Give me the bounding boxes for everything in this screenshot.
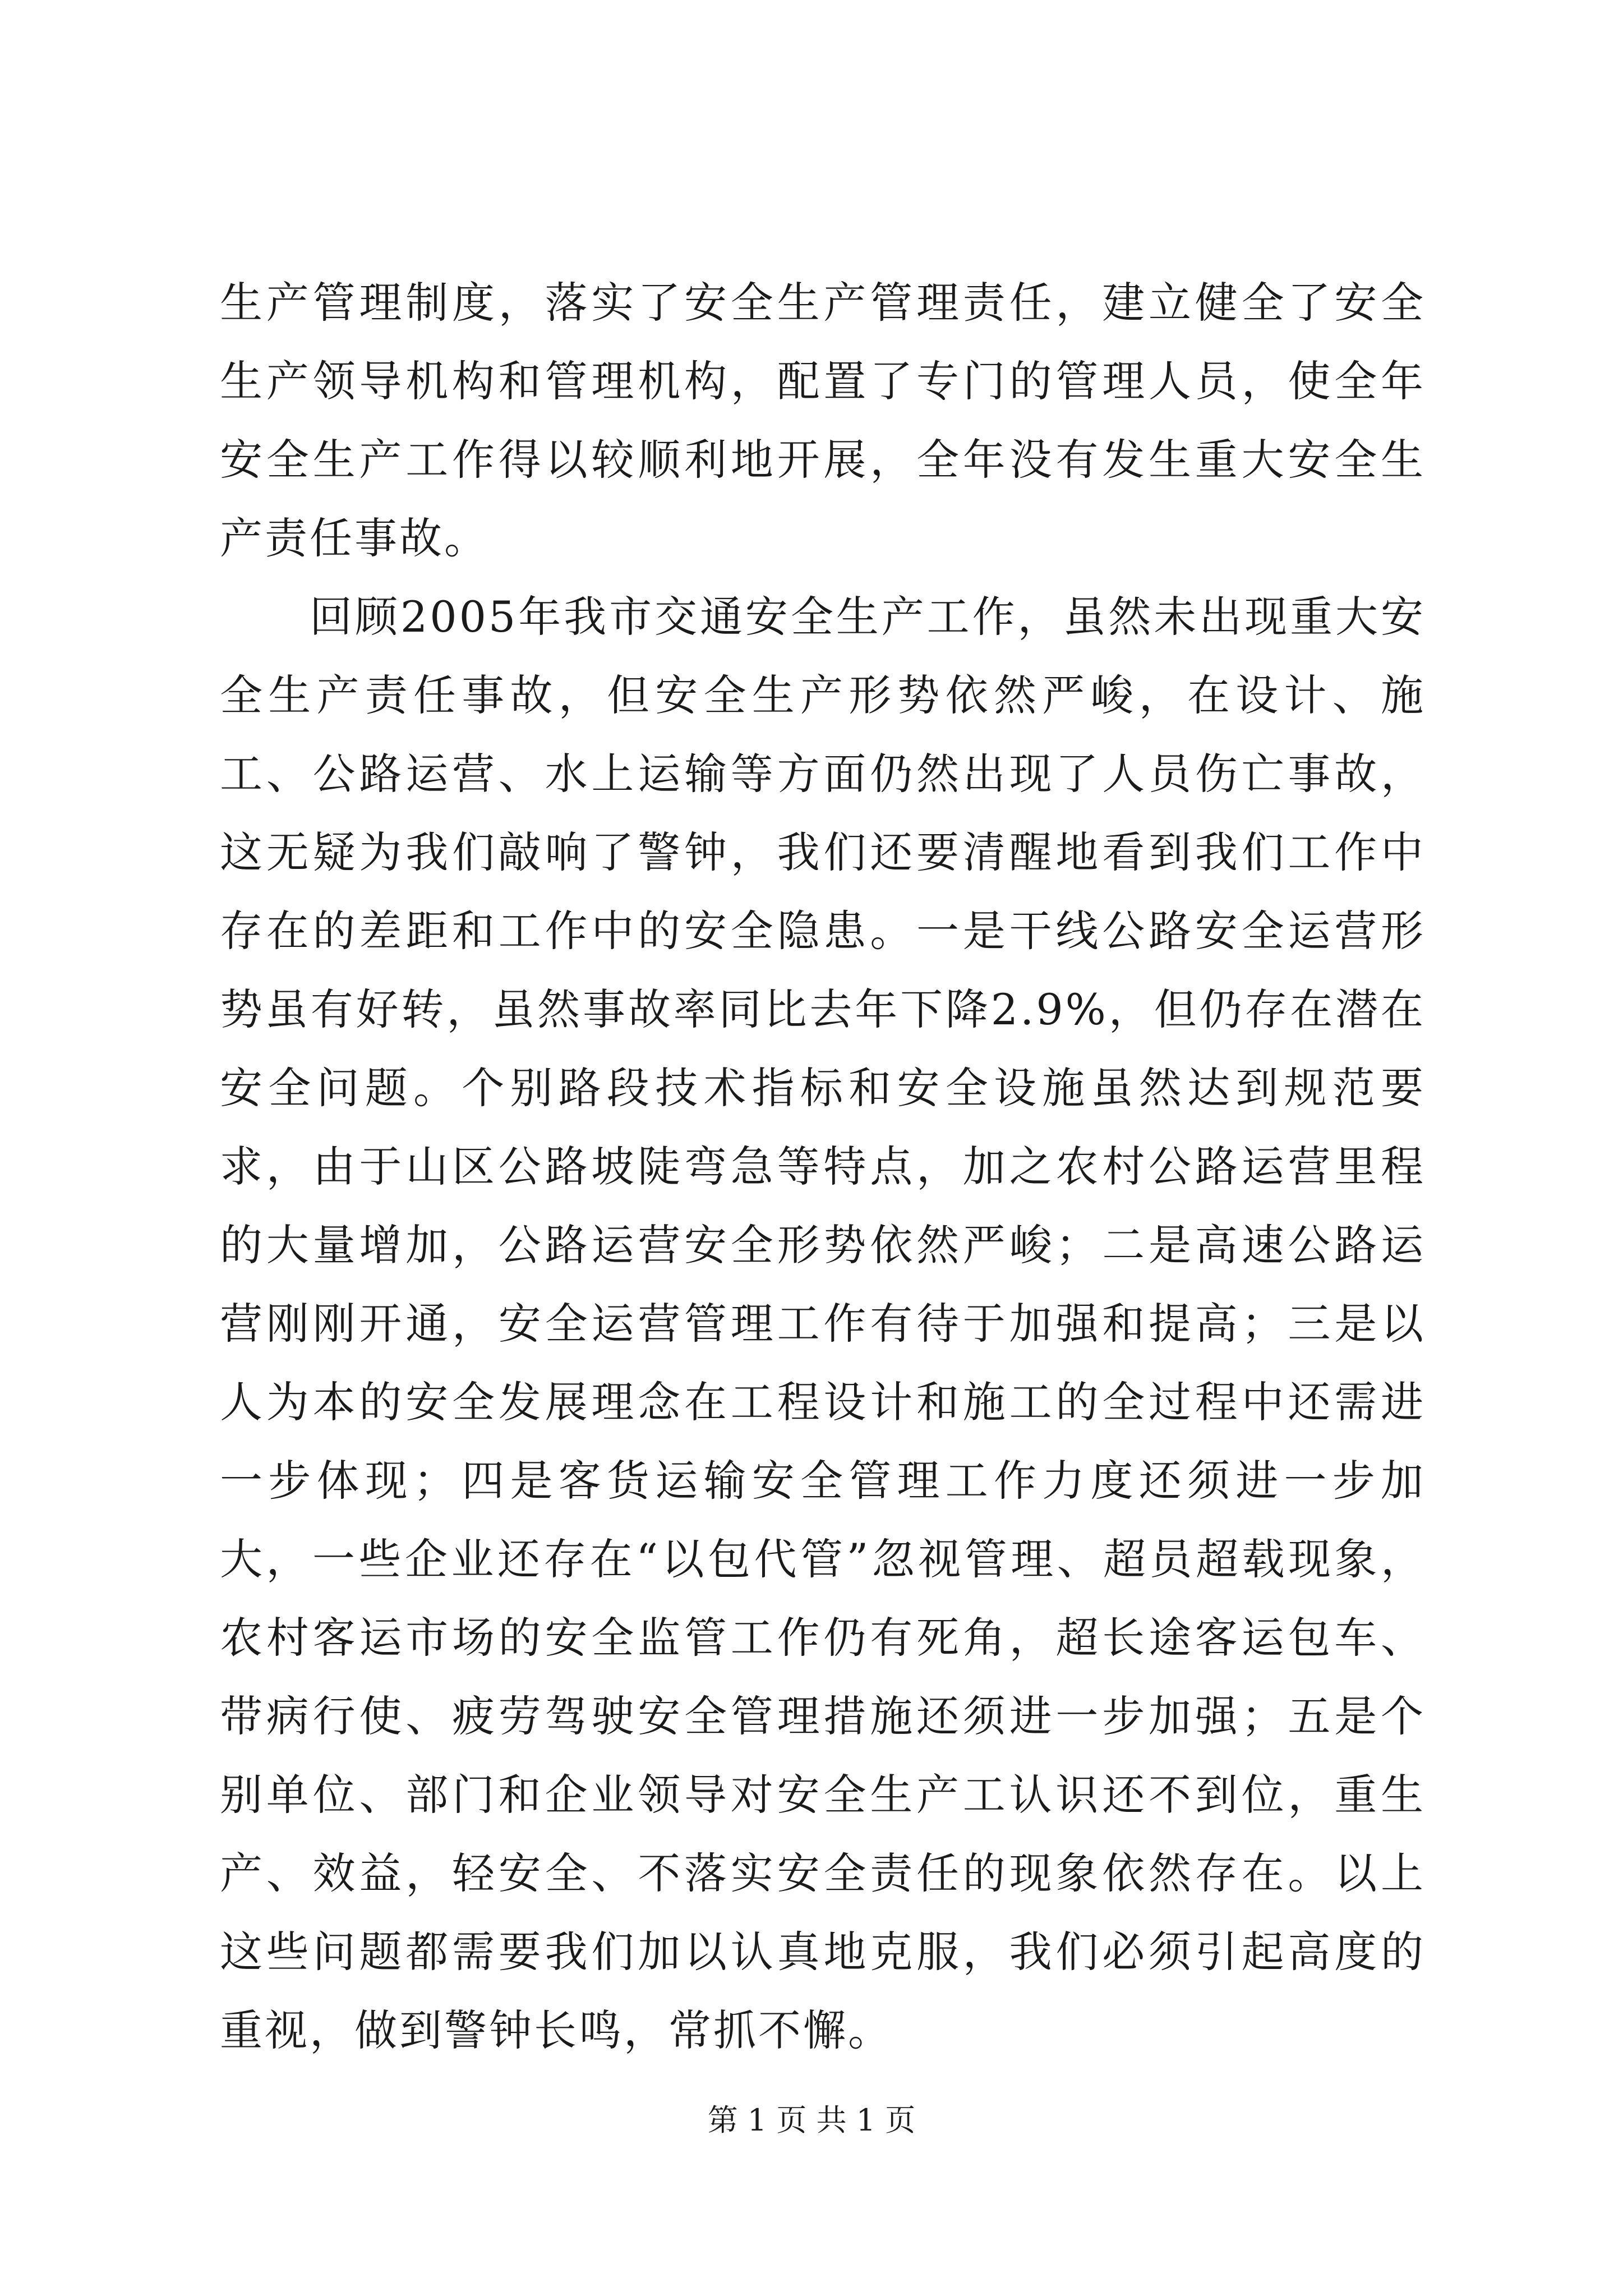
paragraph-continuation: 生产管理制度，落实了安全生产管理责任，建立健全了安全生产领导机构和管理机构，配置了专门的管理人员，使全年安全生产工作得以较顺利地开展，全年没有发生重大安全生产责任事故。 — [220, 278, 1426, 563]
page-footer — [0, 2098, 1623, 2143]
page-number-label: 第 1 页 共 1 页 — [707, 2102, 916, 2138]
paragraph-review-2005: 回顾2005年我市交通安全生产工作，虽然未出现重大安全生产责任事故，但安全生产形势依然严峻，在设计、施工、公路运营、水上运输等方面仍然出现了人员伤亡事故，这无疑为我们敲响了警钟，我们还要清醒地看到我们工作中存在的差距和工作中的安全隐患。一是干线公路安全运营形势虽有好转，虽然事故率同比去年下降2.9%，但仍存在潜在安全问题。个别路段技术指标和安全设施虽然达到规范要求，由于山区公路坡陡弯急等特点，加之农村公路运营里程的大量增加，公路运营安全形势依然严峻；二是高速公路运营刚刚开通，安全运营管理工作有待于加强和提高；三是以人为本的安全发展理念在工程设计和施工的全过程中还需进一步体现；四是客货运输安全管理工作力度还须进一步加大，一些企业还存在“以包代管”忽视管理、超员超载现象，农村客运市场的安全监管工作仍有死角，超长途客运包车、带病行使、疲劳驾驶安全管理措施还须进一步加强；五是个别单位、部门和企业领导对安全生产工认识还不到位，重生产、效益，轻安全、不落实安全责任的现象依然存在。以上这些问题都需要我们加以认真地克服，我们必须引起高度的重视，做到警钟长鸣，常抓不懈。 — [220, 592, 1426, 2055]
document-body — [220, 264, 1426, 2070]
